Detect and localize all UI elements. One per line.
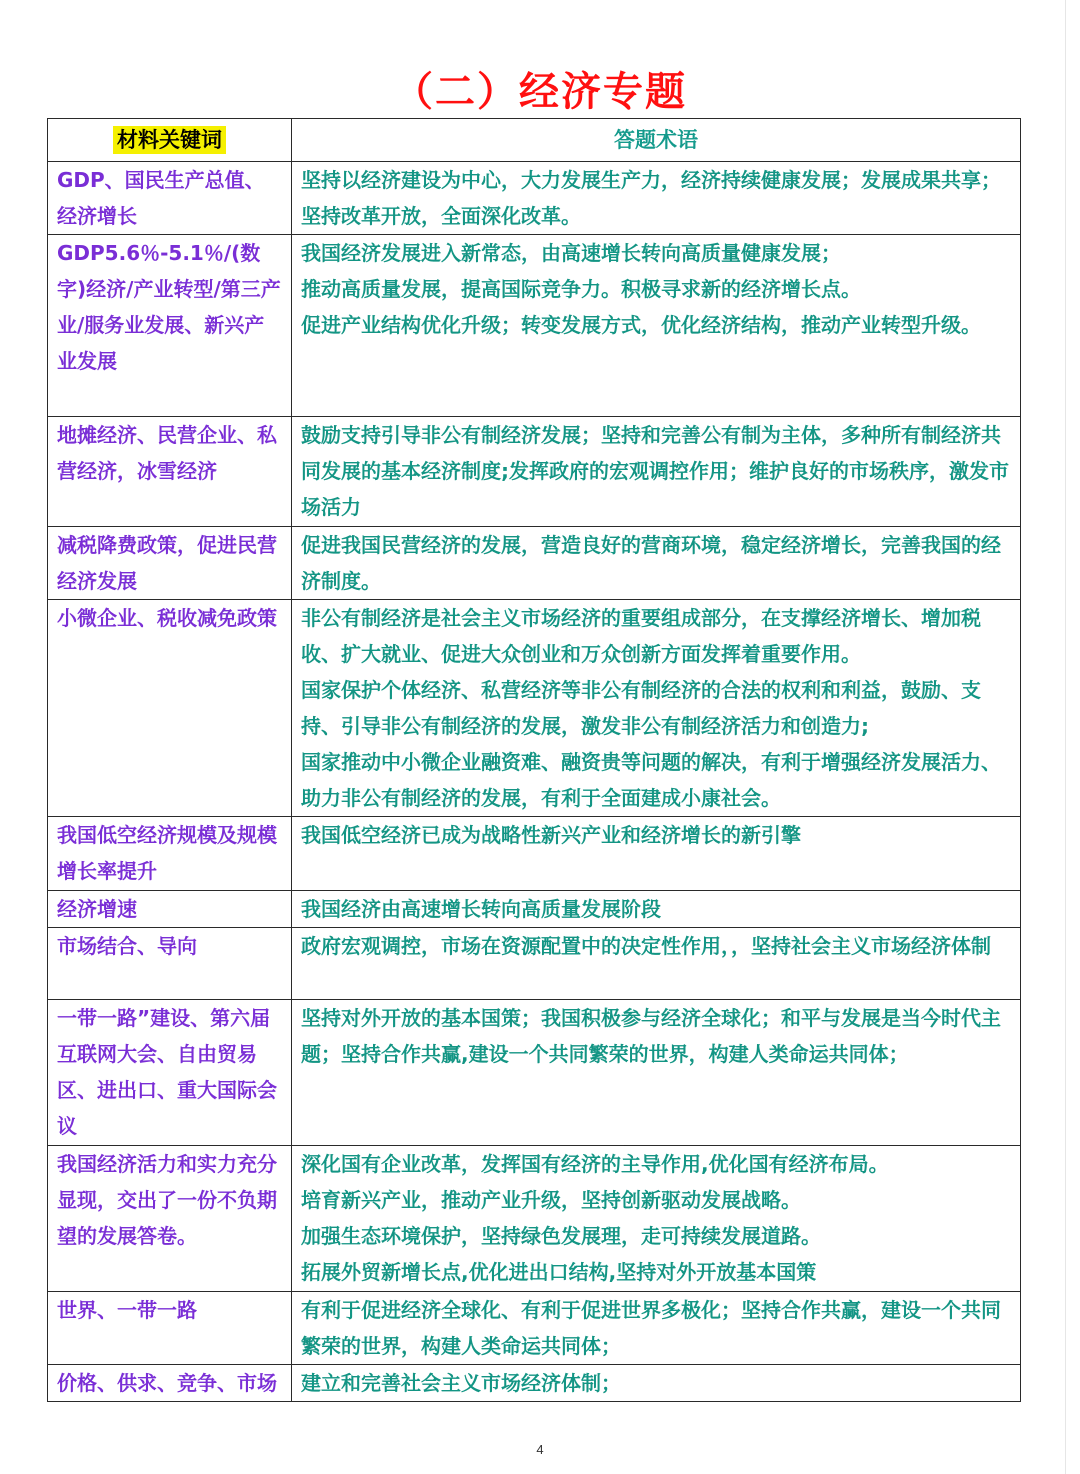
answer-line: 促进我国民营经济的发展，营造良好的营商环境，稳定经济增长，完善我国的经济制度。 bbox=[301, 533, 1001, 593]
answer-cell bbox=[292, 235, 1021, 417]
table-row bbox=[48, 1000, 1021, 1146]
page-edge-line bbox=[1065, 0, 1066, 1474]
answer-cell bbox=[292, 417, 1021, 527]
keyword-cell: GDP、国民生产总值、经济增长 bbox=[48, 162, 292, 235]
table-row bbox=[48, 417, 1021, 527]
answer-line: 我国经济发展进入新常态，由高速增长转向高质量健康发展； bbox=[301, 241, 841, 265]
table-row bbox=[48, 1365, 1021, 1402]
answer-line: 培育新兴产业，推动产业升级，坚持创新驱动发展战略。 bbox=[301, 1188, 801, 1212]
page-title: （二）经济专题 bbox=[393, 69, 687, 115]
table-row bbox=[48, 891, 1021, 928]
answer-cell bbox=[292, 1000, 1021, 1146]
answer-cell bbox=[292, 1292, 1021, 1365]
answer-cell bbox=[292, 1365, 1021, 1402]
table-row bbox=[48, 162, 1021, 235]
answer-line: 有利于促进经济全球化、有利于促进世界多极化；坚持合作共赢，建设一个共同繁荣的世界，构建人类命运共同体； bbox=[301, 1298, 1001, 1358]
answer-line: 深化国有企业改革，发挥国有经济的主导作用,优化国有经济布局。 bbox=[301, 1152, 889, 1176]
answer-line: 促进产业结构优化升级；转变发展方式，优化经济结构，推动产业转型升级。 bbox=[301, 313, 981, 337]
page-number: 4 bbox=[536, 1442, 544, 1457]
answer-line: 鼓励支持引导非公有制经济发展；坚持和完善公有制为主体，多种所有制经济共同发展的基本经济制度;发挥政府的宏观调控作用；维护良好的市场秩序，激发市场活力 bbox=[301, 423, 1009, 519]
answer-line: 推动高质量发展，提高国际竞争力。积极寻求新的经济增长点。 bbox=[301, 277, 861, 301]
answer-line: 建立和完善社会主义市场经济体制； bbox=[301, 1371, 621, 1395]
answer-line: 拓展外贸新增长点,优化进出口结构,坚持对外开放基本国策 bbox=[301, 1260, 817, 1284]
terms-table bbox=[47, 118, 1021, 1402]
keyword-cell: 我国低空经济规模及规模增长率提升 bbox=[48, 817, 292, 891]
answer-line: 国家推动中小微企业融资难、融资贵等问题的解决，有利于增强经济发展活力、助力非公有制经济的发展，有利于全面建成小康社会。 bbox=[301, 750, 1001, 810]
answer-cell bbox=[292, 162, 1021, 235]
answer-line: 非公有制经济是社会主义市场经济的重要组成部分，在支撑经济增长、增加税收、扩大就业、促进大众创业和万众创新方面发挥着重要作用。 bbox=[301, 606, 981, 666]
keyword-cell: 经济增速 bbox=[48, 891, 292, 928]
table-row bbox=[48, 527, 1021, 600]
keyword-cell: 地摊经济、民营企业、私营经济，冰雪经济 bbox=[48, 417, 292, 527]
answer-line: 国家保护个体经济、私营经济等非公有制经济的合法的权利和利益，鼓励、支持、引导非公有制经济的发展，激发非公有制经济活力和创造力; bbox=[301, 678, 981, 738]
answer-line: 政府宏观调控，市场在资源配置中的决定性作用，，坚持社会主义市场经济体制 bbox=[301, 934, 991, 958]
answer-cell bbox=[292, 600, 1021, 817]
table-header-row bbox=[48, 119, 1021, 162]
table-row bbox=[48, 600, 1021, 817]
table-row bbox=[48, 1146, 1021, 1292]
answer-cell bbox=[292, 527, 1021, 600]
keyword-header-label: 材料关键词 bbox=[113, 126, 226, 154]
answer-line: 我国经济由高速增长转向高质量发展阶段 bbox=[301, 897, 661, 921]
answer-column-header: 答题术语 bbox=[292, 119, 1021, 162]
answer-line: 坚持对外开放的基本国策；我国积极参与经济全球化；和平与发展是当今时代主题；坚持合作共赢,建设一个共同繁荣的世界，构建人类命运共同体； bbox=[301, 1006, 1001, 1066]
keyword-cell: 我国经济活力和实力充分显现，交出了一份不负期望的发展答卷。 bbox=[48, 1146, 292, 1292]
answer-line: 加强生态环境保护，坚持绿色发展理，走可持续发展道路。 bbox=[301, 1224, 821, 1248]
keyword-cell: GDP5.6％-5.1％/(数字)经济/产业转型/第三产业/服务业发展、新兴产业发展 bbox=[48, 235, 292, 417]
keyword-cell: 一带一路”建设、第六届互联网大会、自由贸易区、进出口、重大国际会议 bbox=[48, 1000, 292, 1146]
table-row bbox=[48, 1292, 1021, 1365]
table-row bbox=[48, 928, 1021, 1000]
keyword-cell: 小微企业、税收减免政策 bbox=[48, 600, 292, 817]
keyword-cell: 世界、一带一路 bbox=[48, 1292, 292, 1365]
keyword-cell: 市场结合、导向 bbox=[48, 928, 292, 1000]
answer-cell bbox=[292, 928, 1021, 1000]
answer-line: 我国低空经济已成为战略性新兴产业和经济增长的新引擎 bbox=[301, 823, 801, 847]
answer-line: 坚持以经济建设为中心，大力发展生产力，经济持续健康发展；发展成果共享；坚持改革开放，全面深化改革。 bbox=[301, 168, 1001, 228]
answer-cell bbox=[292, 1146, 1021, 1292]
table-row bbox=[48, 235, 1021, 417]
keyword-cell: 价格、供求、竞争、市场 bbox=[48, 1365, 292, 1402]
table-row bbox=[48, 817, 1021, 891]
keyword-column-header bbox=[48, 119, 292, 162]
keyword-cell: 减税降费政策，促进民营经济发展 bbox=[48, 527, 292, 600]
answer-cell bbox=[292, 817, 1021, 891]
answer-cell bbox=[292, 891, 1021, 928]
